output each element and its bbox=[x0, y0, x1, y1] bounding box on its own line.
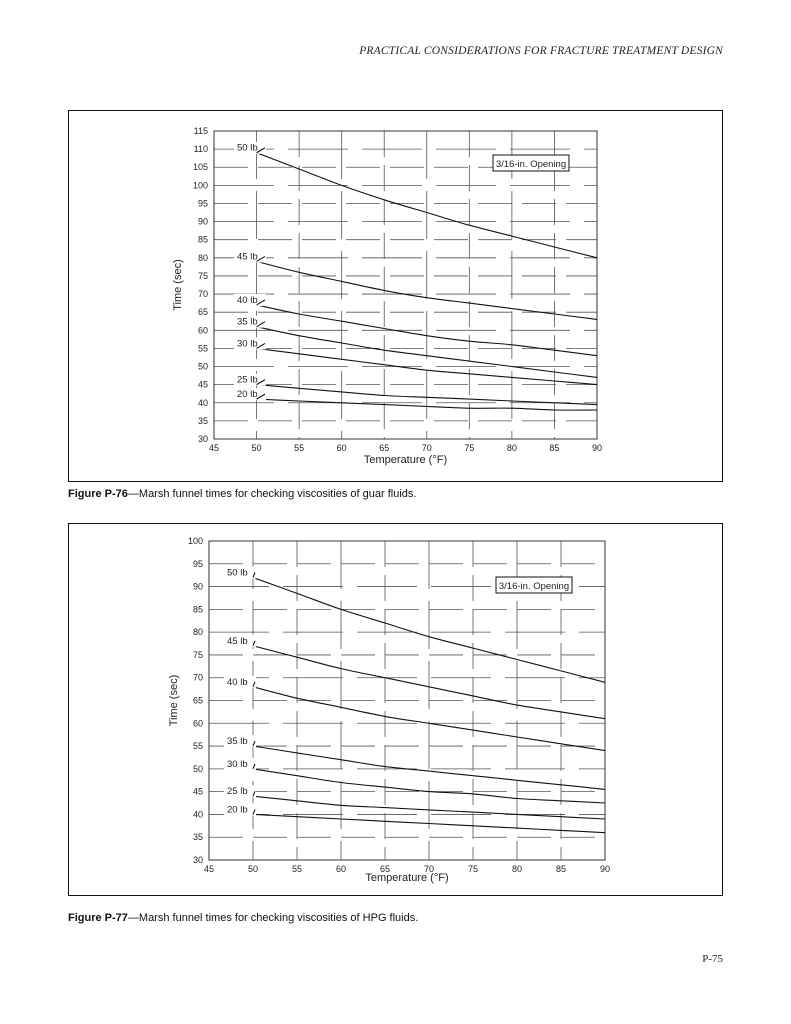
series-label: 35 lb bbox=[237, 316, 258, 328]
series-label: 45 lb bbox=[227, 635, 248, 647]
y-tick-label: 80 bbox=[197, 252, 208, 263]
y-tick-label: 95 bbox=[197, 198, 208, 209]
series-label: 20 lb bbox=[227, 804, 248, 816]
x-tick-label: 75 bbox=[464, 443, 475, 453]
series-label: 30 lb bbox=[227, 758, 248, 770]
y-tick-label: 95 bbox=[192, 558, 203, 569]
y-tick-label: 40 bbox=[192, 809, 203, 820]
x-tick-label: 60 bbox=[336, 443, 347, 453]
guar-fluids-chart bbox=[69, 111, 722, 481]
y-tick-label: 110 bbox=[193, 144, 208, 155]
y-tick-label: 60 bbox=[192, 718, 203, 729]
series-label: 40 lb bbox=[237, 294, 258, 306]
y-tick-label: 55 bbox=[192, 741, 203, 752]
y-axis-label: Time (sec) bbox=[172, 259, 184, 311]
y-tick-label: 80 bbox=[192, 627, 203, 638]
y-tick-label: 55 bbox=[197, 343, 208, 354]
y-tick-label: 90 bbox=[197, 216, 208, 227]
figure-p76-label: Figure P-76 bbox=[68, 488, 128, 500]
y-tick-label: 65 bbox=[192, 695, 203, 706]
y-axis-label: Time (sec) bbox=[168, 674, 180, 727]
y-tick-label: 115 bbox=[193, 126, 208, 136]
y-tick-label: 50 bbox=[197, 361, 208, 372]
series-label: 45 lb bbox=[237, 251, 258, 263]
series-label: 25 lb bbox=[237, 374, 258, 386]
x-tick-label: 45 bbox=[208, 443, 220, 453]
series-label: 25 lb bbox=[227, 786, 248, 798]
figure-p77-caption bbox=[68, 912, 418, 924]
x-tick-label: 70 bbox=[423, 864, 435, 874]
figure-p77-label: Figure P-77 bbox=[68, 912, 128, 924]
y-tick-label: 105 bbox=[192, 162, 208, 173]
series-label: 50 lb bbox=[237, 142, 258, 154]
hpg-fluids-chart bbox=[69, 524, 722, 895]
x-tick-label: 55 bbox=[294, 443, 305, 453]
x-tick-label: 50 bbox=[251, 443, 262, 453]
series-label: 20 lb bbox=[237, 389, 258, 401]
x-tick-label: 55 bbox=[291, 864, 303, 874]
y-tick-label: 65 bbox=[197, 307, 208, 318]
y-tick-label: 100 bbox=[192, 180, 208, 191]
y-tick-label: 85 bbox=[197, 234, 208, 245]
x-tick-label: 90 bbox=[591, 443, 603, 453]
x-tick-label: 60 bbox=[335, 864, 347, 874]
x-tick-label: 85 bbox=[555, 864, 567, 874]
y-tick-label: 75 bbox=[192, 649, 203, 660]
figure-p76-caption bbox=[68, 488, 416, 500]
page-number: P-75 bbox=[702, 953, 723, 965]
y-tick-label: 85 bbox=[192, 604, 203, 615]
y-tick-label: 35 bbox=[192, 832, 203, 843]
y-tick-label: 40 bbox=[197, 397, 208, 408]
y-tick-label: 45 bbox=[197, 379, 208, 390]
y-tick-label: 30 bbox=[192, 855, 203, 865]
x-axis-label: Temperature (°F) bbox=[363, 454, 448, 466]
x-tick-label: 70 bbox=[421, 443, 432, 453]
y-tick-label: 50 bbox=[192, 763, 203, 774]
x-tick-label: 45 bbox=[203, 864, 215, 874]
y-tick-label: 70 bbox=[197, 289, 208, 300]
y-tick-label: 60 bbox=[197, 325, 208, 336]
series-label: 40 lb bbox=[227, 676, 248, 688]
opening-annotation: 3/16-in. Opening bbox=[498, 581, 570, 592]
x-tick-label: 90 bbox=[599, 864, 611, 874]
opening-annotation: 3/16-in. Opening bbox=[495, 159, 567, 170]
y-tick-label: 100 bbox=[187, 536, 203, 546]
series-label: 30 lb bbox=[237, 338, 258, 350]
y-tick-label: 90 bbox=[192, 581, 203, 592]
chart-1-plot-area bbox=[172, 126, 602, 466]
figure-p77-frame bbox=[68, 523, 723, 896]
y-tick-label: 75 bbox=[197, 270, 208, 281]
y-tick-label: 30 bbox=[197, 434, 208, 444]
series-label: 35 lb bbox=[227, 736, 248, 748]
plot-border bbox=[214, 131, 597, 439]
chart-2-plot-area bbox=[168, 536, 610, 884]
figure-p77-text: —Marsh funnel times for checking viscosities of HPG fluids. bbox=[127, 912, 419, 924]
y-tick-label: 45 bbox=[192, 786, 203, 797]
x-axis-label: Temperature (°F) bbox=[365, 872, 449, 884]
y-tick-label: 70 bbox=[192, 672, 203, 683]
x-tick-label: 85 bbox=[549, 443, 560, 453]
figure-p76-frame bbox=[68, 110, 723, 482]
x-tick-label: 50 bbox=[247, 864, 259, 874]
running-header: PRACTICAL CONSIDERATIONS FOR FRACTURE TREATMENT DESIGN bbox=[359, 45, 723, 57]
x-tick-label: 65 bbox=[379, 443, 390, 453]
y-tick-label: 35 bbox=[197, 415, 208, 426]
x-tick-label: 80 bbox=[506, 443, 517, 453]
series-label: 50 lb bbox=[227, 567, 248, 579]
x-tick-label: 75 bbox=[467, 864, 479, 874]
x-tick-label: 65 bbox=[379, 864, 391, 874]
x-tick-label: 80 bbox=[511, 864, 523, 874]
figure-p76-text: —Marsh funnel times for checking viscosities of guar fluids. bbox=[127, 488, 417, 500]
